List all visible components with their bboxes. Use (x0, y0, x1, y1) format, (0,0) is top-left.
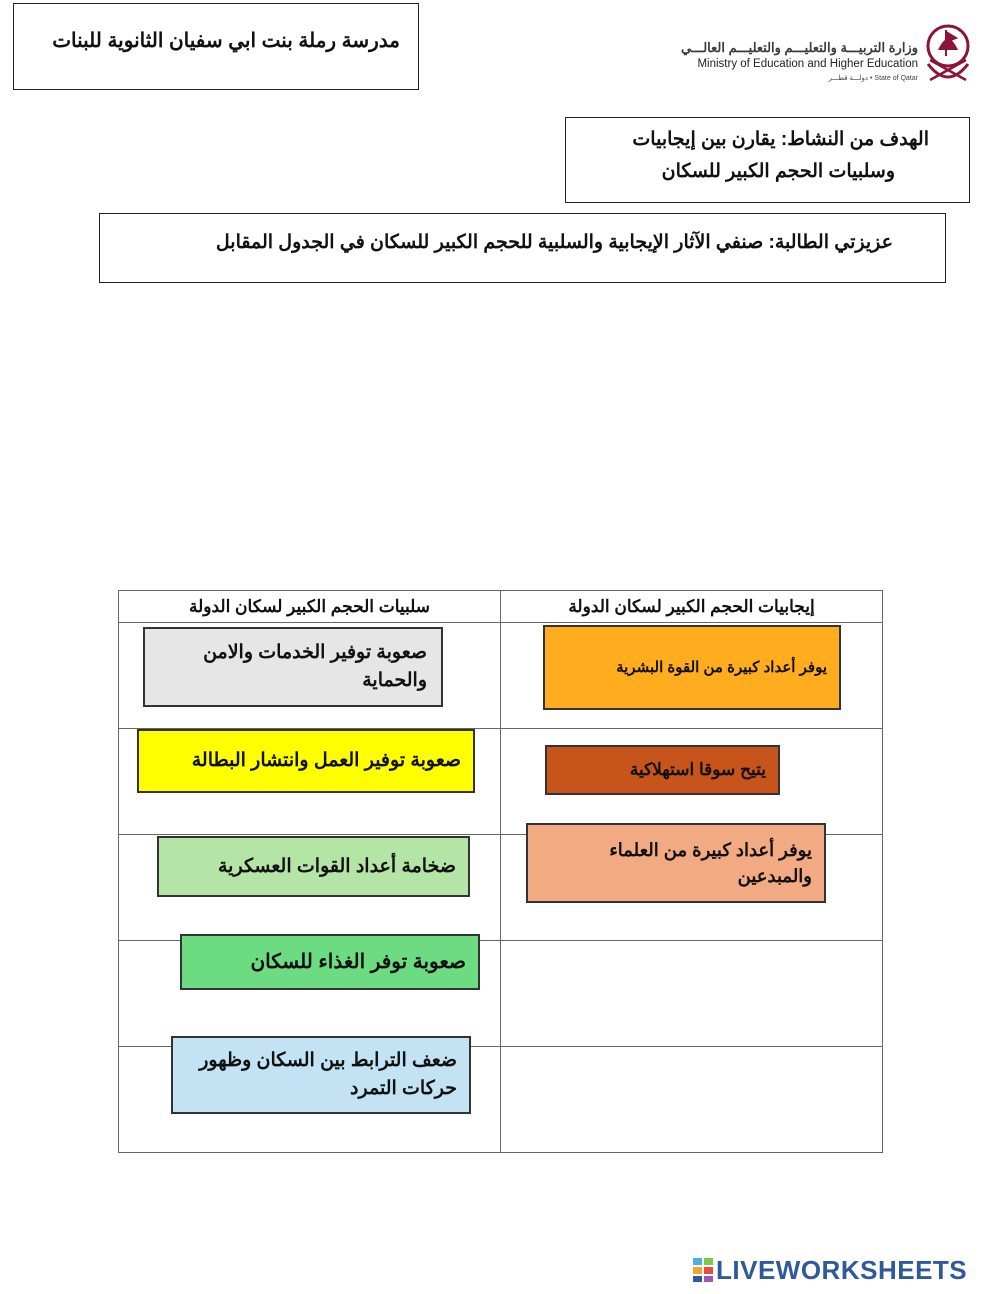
card-positive-human-power[interactable]: يوفر أعداد كبيرة من القوة البشرية (543, 625, 841, 710)
liveworksheets-brand: LIVEWORKSHEETS (716, 1254, 968, 1285)
school-name-box (13, 3, 419, 90)
school-name: مدرسة رملة بنت ابي سفيان الثانوية للبنات (52, 30, 400, 52)
card-negative-services[interactable]: صعوبة توفير الخدمات والامن والحماية (143, 627, 443, 707)
liveworksheets-logo (692, 1255, 967, 1285)
qatar-emblem-icon (922, 20, 974, 86)
header-negative: سلبيات الحجم الكبير لسكان الدولة (119, 591, 501, 623)
instruction-box (99, 213, 946, 283)
header-positive: إيجابيات الحجم الكبير لسكان الدولة (501, 591, 883, 623)
drop-cell-positive[interactable] (501, 941, 883, 1047)
goal-line-1: الهدف من النشاط: يقارن بين إيجابيات (632, 129, 929, 150)
card-positive-scientists[interactable]: يوفر أعداد كبيرة من العلماء والمبدعين (526, 823, 826, 903)
card-negative-unemployment[interactable]: صعوبة توفير العمل وانتشار البطالة (137, 729, 475, 793)
activity-goal-box (565, 117, 970, 203)
ministry-arabic-name: وزارة التربيـــة والتعليـــم والتعليـــم العالـــي (680, 40, 918, 55)
drop-cell-positive[interactable] (501, 1047, 883, 1153)
card-negative-food[interactable]: صعوبة توفر الغذاء للسكان (180, 934, 480, 990)
ministry-english-name: Ministry of Education and Higher Education (697, 58, 918, 70)
goal-line-2: وسلبيات الحجم الكبير للسكان (661, 161, 895, 182)
state-label: State of Qatar • دولـــة قطـــر (828, 75, 918, 82)
ministry-logo (680, 20, 974, 88)
liveworksheets-icon (692, 1257, 714, 1283)
card-negative-cohesion[interactable]: ضعف الترابط بين السكان وظهور حركات التمرد (171, 1036, 471, 1114)
instruction-text: عزيزتي الطالبة: صنفي الآثار الإيجابية والسلبية للحجم الكبير للسكان في الجدول المقابل (215, 232, 893, 253)
card-negative-military[interactable]: ضخامة أعداد القوات العسكرية (157, 836, 470, 897)
card-positive-consumer-market[interactable]: يتيح سوقا استهلاكية (545, 745, 780, 795)
